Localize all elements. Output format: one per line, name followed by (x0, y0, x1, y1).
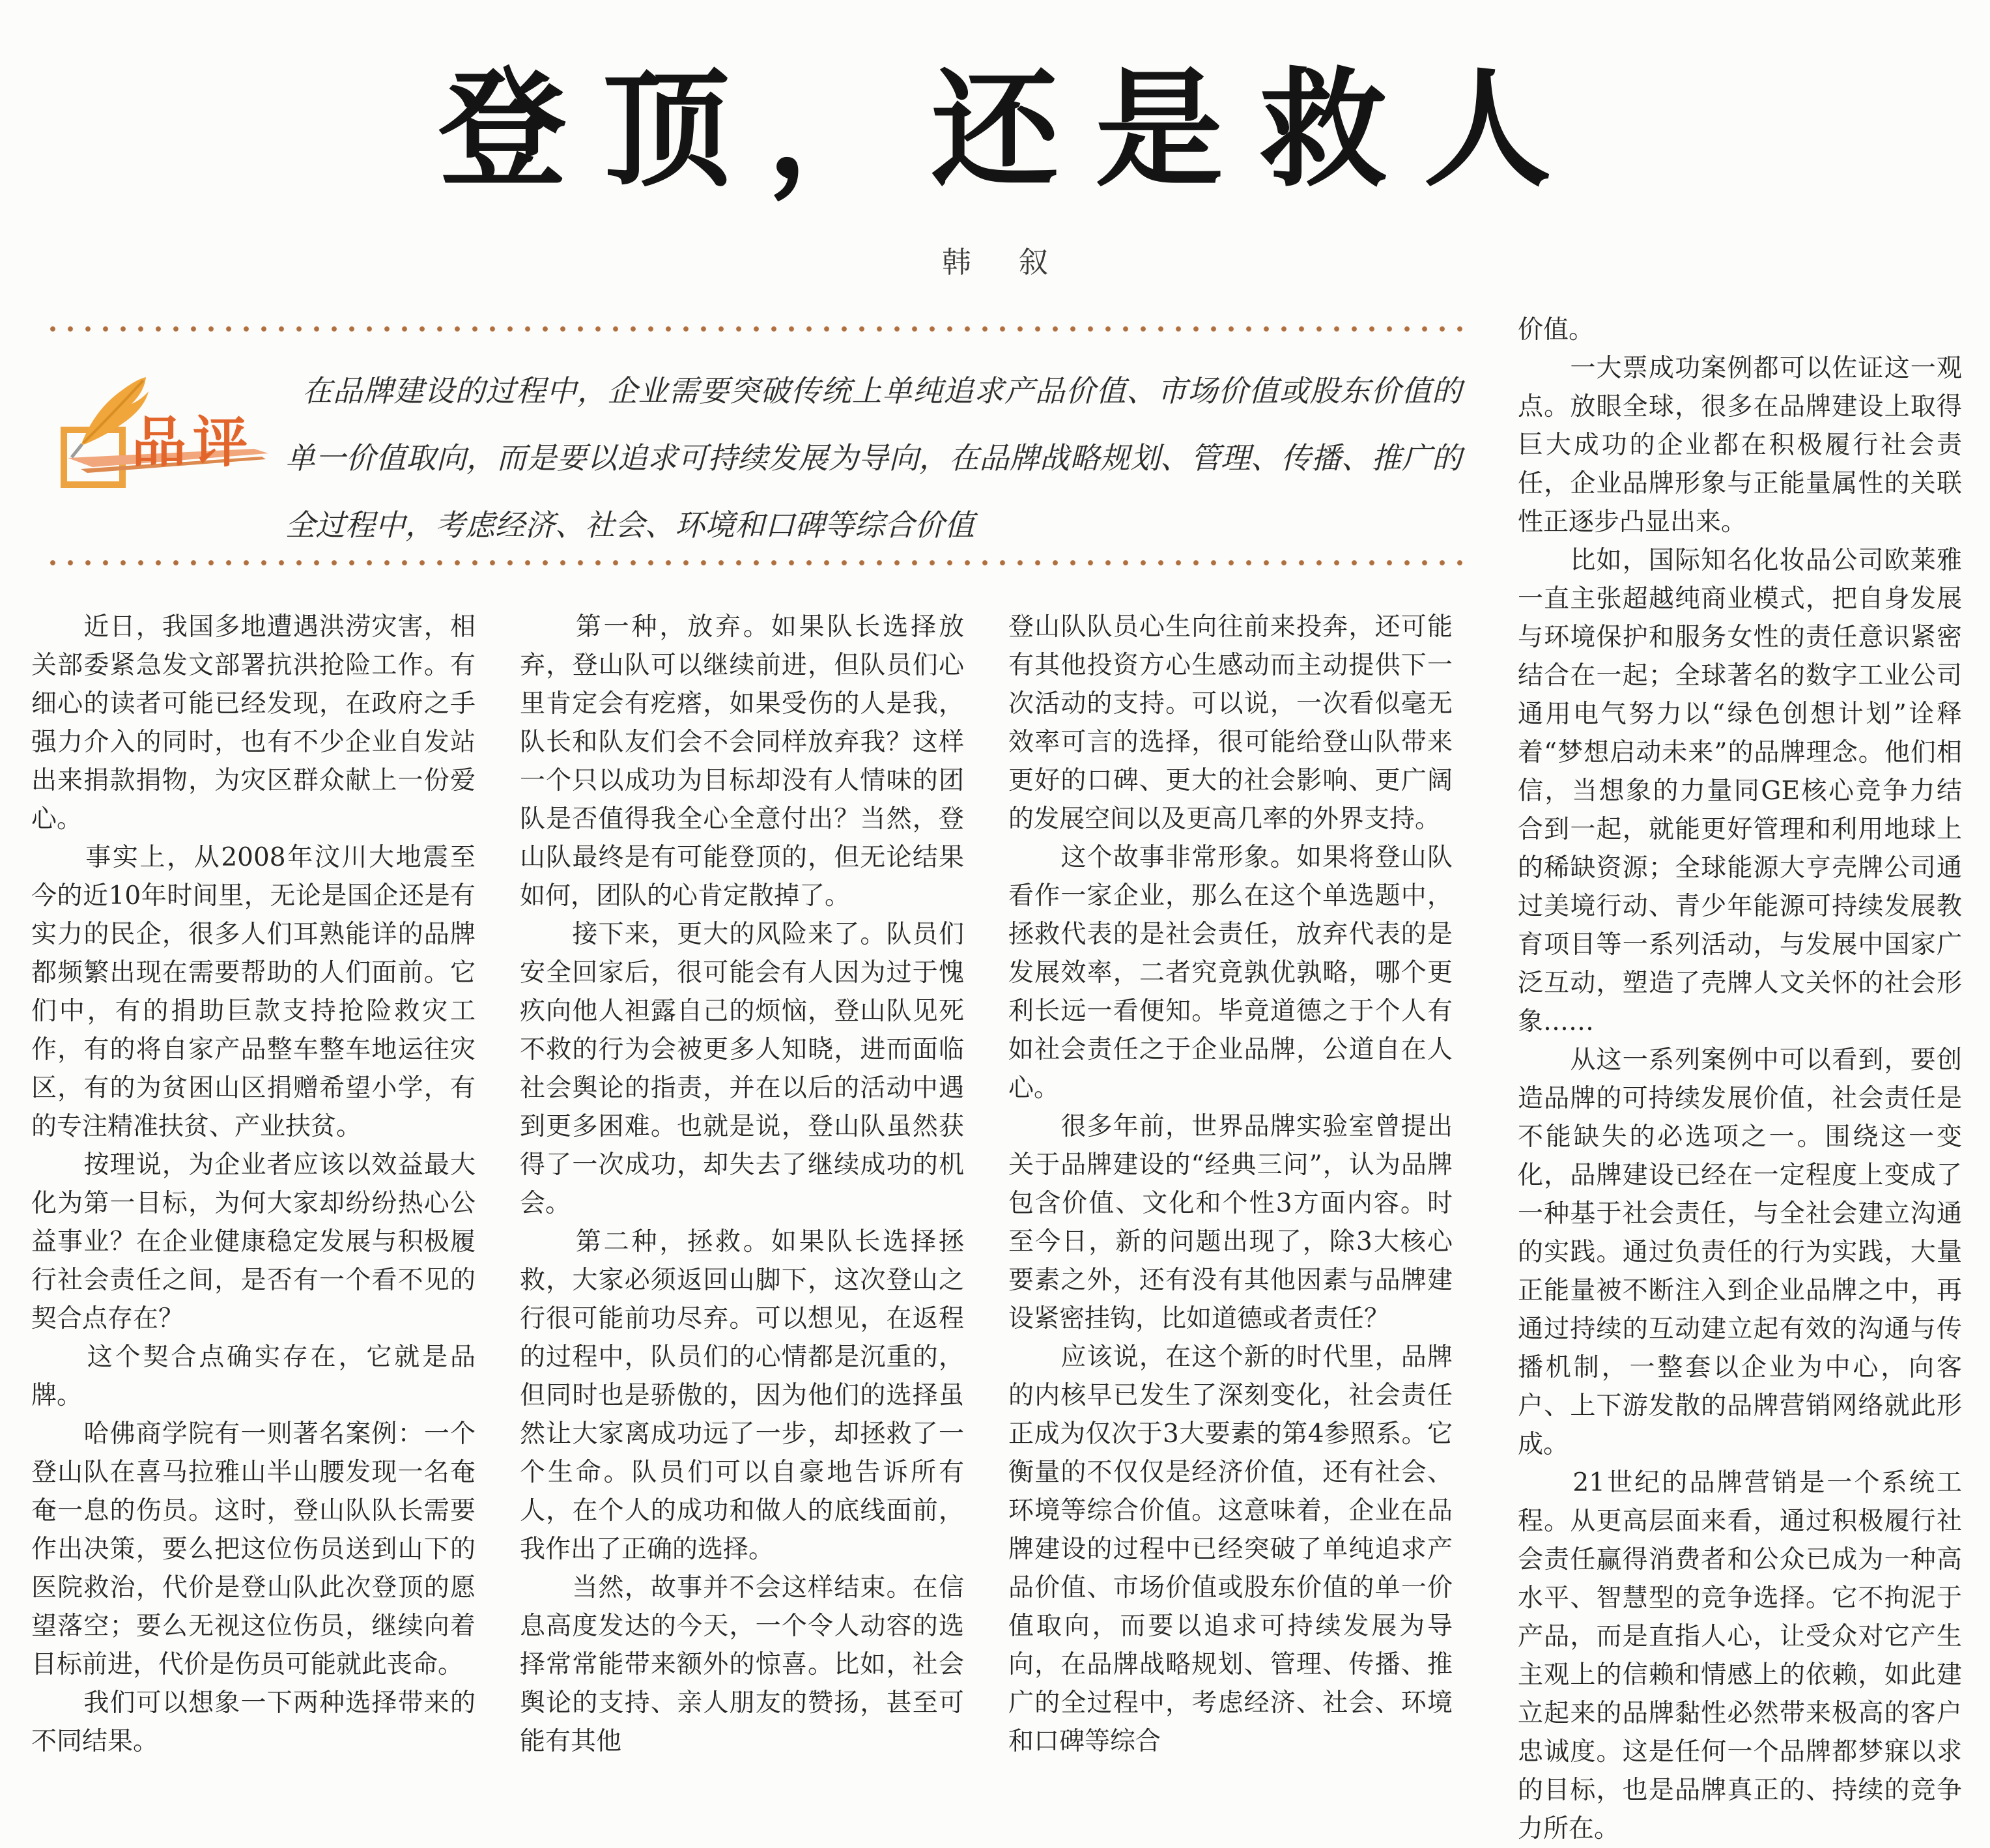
article-paragraph: 价值。 (1518, 315, 1595, 345)
article-paragraph: 很多年前，世界品牌实验室曾提出关于品牌建设的“经典三问”，认为品牌包含价值、文化和个性3方面内容。时至今日，新的问题出现了，除3大核心要素之外，还有没有其他因素与品牌建设紧密挂钩，比如道德或者责任？ (1008, 1112, 1453, 1333)
article-paragraph: 按理说，为企业者应该以效益最大化为第一目标，为何大家却纷纷热心公益事业？在企业健康稳定发展与积极履行社会责任之间，是否有一个看不见的契合点存在？ (31, 1150, 476, 1333)
article-column-2 (520, 608, 964, 1756)
dotted-separator-bottom (49, 559, 1464, 567)
article-column-4 (1518, 311, 1962, 1843)
article-paragraph: 21世纪的品牌营销是一个系统工程。从更高层面来看，通过积极履行社会责任赢得消费者和公众已成为一种高水平、智慧型的竞争选择。它不拘泥于产品，而是直指人心，让受众对它产生主观上的信赖和情感上的依赖，如此建立起来的品牌黏性必然带来极高的客户忠诚度。这是任何一个品牌都梦寐以求的目标，也是品牌真正的、持续的竞争力所在。 (1518, 1468, 1962, 1843)
article-paragraph: 应该说，在这个新的时代里，品牌的内核早已发生了深刻变化，社会责任正成为仅次于3大要素的第4参照系。它衡量的不仅仅是经济价值，还有社会、环境等综合价值。这意味着，企业在品牌建设的过程中已经突破了单纯追求产品价值、市场价值或股东价值的单一价值取向，而要以追求可持续发展为导向，在品牌战略规划、管理、传播、推广的全过程中，考虑经济、社会、环境和口碑等综合 (1008, 1343, 1453, 1756)
article-paragraph: 比如，国际知名化妆品公司欧莱雅一直主张超越纯商业模式，把自身发展与环境保护和服务女性的责任意识紧密结合在一起；全球著名的数字工业公司通用电气努力以“绿色创想计划”诠释着“梦想启动未来”的品牌理念。他们相信，当想象的力量同GE核心竞争力结合到一起，就能更好管理和利用地球上的稀缺资源；全球能源大亨壳牌公司通过美境行动、青少年能源可持续发展教育项目等一系列活动，与发展中国家广泛互动，塑造了壳牌人文关怀的社会形象…… (1518, 546, 1962, 1036)
article-abstract: 在品牌建设的过程中，企业需要突破传统上单纯追求产品价值、市场价值或股东价值的单一价值取向，而是要以追求可持续发展为导向，在品牌战略规划、管理、传播、推广的全过程中，考虑经济、社会、环境和口碑等综合价值 (285, 373, 1462, 543)
article-paragraph: 接下来，更大的风险来了。队员们安全回家后，很可能会有人因为过于愧疚向他人袒露自己的烦恼，登山队见死不救的行为会被更多人知晓，进而面临社会舆论的指责，并在以后的活动中遇到更多困难。也就是说，登山队虽然获得了一次成功，却失去了继续成功的机会。 (520, 920, 964, 1218)
review-column-logo (59, 371, 276, 496)
article-paragraph: 一大票成功案例都可以佐证这一观点。放眼全球，很多在品牌建设上取得巨大成功的企业都在积极履行社会责任，企业品牌形象与正能量属性的关联性正逐步凸显出来。 (1518, 354, 1962, 537)
article-column-1 (31, 608, 476, 1756)
review-logo-label: 品评 (132, 410, 255, 474)
quill-nib (72, 444, 82, 457)
article-paragraph: 从这一系列案例中可以看到，要创造品牌的可持续发展价值，社会责任是不能缺失的必选项之一。围绕这一变化，品牌建设已经在一定程度上变成了一种基于社会责任，与全社会建立沟通的实践。通过负责任的行为实践，大量正能量被不断注入到企业品牌之中，再通过持续的互动建立起有效的沟通与传播机制，一整套以企业为中心，向客户、上下游发散的品牌营销网络就此形成。 (1518, 1045, 1962, 1459)
article-paragraph: 事实上，从2008年汶川大地震至今的近10年时间里，无论是国企还是有实力的民企，很多人们耳熟能详的品牌都频繁出现在需要帮助的人们面前。它们中，有的捐助巨款支持抢险救灾工作，有的将自家产品整车整车地运往灾区，有的为贫困山区捐赠希望小学，有的专注精准扶贫、产业扶贫。 (31, 843, 476, 1141)
article-paragraph: 当然，故事并不会这样结束。在信息高度发达的今天，一个令人动容的选择常常能带来额外的惊喜。比如，社会舆论的支持、亲人朋友的赞扬，甚至可能有其他 (520, 1573, 964, 1756)
article-paragraph: 这个故事非常形象。如果将登山队看作一家企业，那么在这个单选题中，拯救代表的是社会责任，放弃代表的是发展效率，二者究竟孰优孰略，哪个更利长远一看便知。毕竟道德之于个人有如社会责任之于企业品牌，公道自在人心。 (1008, 843, 1453, 1103)
article-paragraph: 这个契合点确实存在，它就是品牌。 (31, 1343, 476, 1410)
byline-author: 韩 叙 (941, 245, 1057, 279)
dotted-separator-top (49, 325, 1464, 334)
article-paragraph: 近日，我国多地遭遇洪涝灾害，相关部委紧急发文部署抗洪抢险工作。有细心的读者可能已经发现，在政府之手强力介入的同时，也有不少企业自发站出来捐款捐物，为灾区群众献上一份爱心。 (31, 612, 476, 834)
article-paragraph: 第二种，拯救。如果队长选择拯救，大家必须返回山脚下，这次登山之行很可能前功尽弃。可以想见，在返程的过程中，队员们的心情都是沉重的，但同时也是骄傲的，因为他们的选择虽然让大家离成功远了一步，却拯救了一个生命。队员们可以自豪地告诉所有人，在个人的成功和做人的底线面前，我作出了正确的选择。 (520, 1227, 964, 1564)
article-title: 登顶，还是救人 (438, 56, 1588, 205)
article-column-3 (1008, 608, 1453, 1756)
article-paragraph: 哈佛商学院有一则著名案例：一个登山队在喜马拉雅山半山腰发现一名奄奄一息的伤员。这时，登山队队长需要作出决策，要么把这位伤员送到山下的医院救治，代价是登山队此次登顶的愿望落空；要么无视这位伤员，继续向着目标前进，代价是伤员可能就此丧命。 (31, 1419, 476, 1679)
article-paragraph: 我们可以想象一下两种选择带来的不同结果。 (31, 1688, 476, 1756)
article-paragraph: 第一种，放弃。如果队长选择放弃，登山队可以继续前进，但队员们心里肯定会有疙瘩，如果受伤的人是我，队长和队友们会不会同样放弃我？这样一个只以成功为目标却没有人情味的团队是否值得我全心全意付出？当然，登山队最终是有可能登顶的，但无论结果如何，团队的心肯定散掉了。 (520, 612, 964, 911)
quill-pen-icon (59, 371, 276, 496)
article-paragraph: 登山队队员心生向往前来投奔，还可能有其他投资方心生感动而主动提供下一次活动的支持。可以说，一次看似毫无效率可言的选择，很可能给登山队带来更好的口碑、更大的社会影响、更广阔的发展空间以及更高几率的外界支持。 (1008, 612, 1453, 834)
